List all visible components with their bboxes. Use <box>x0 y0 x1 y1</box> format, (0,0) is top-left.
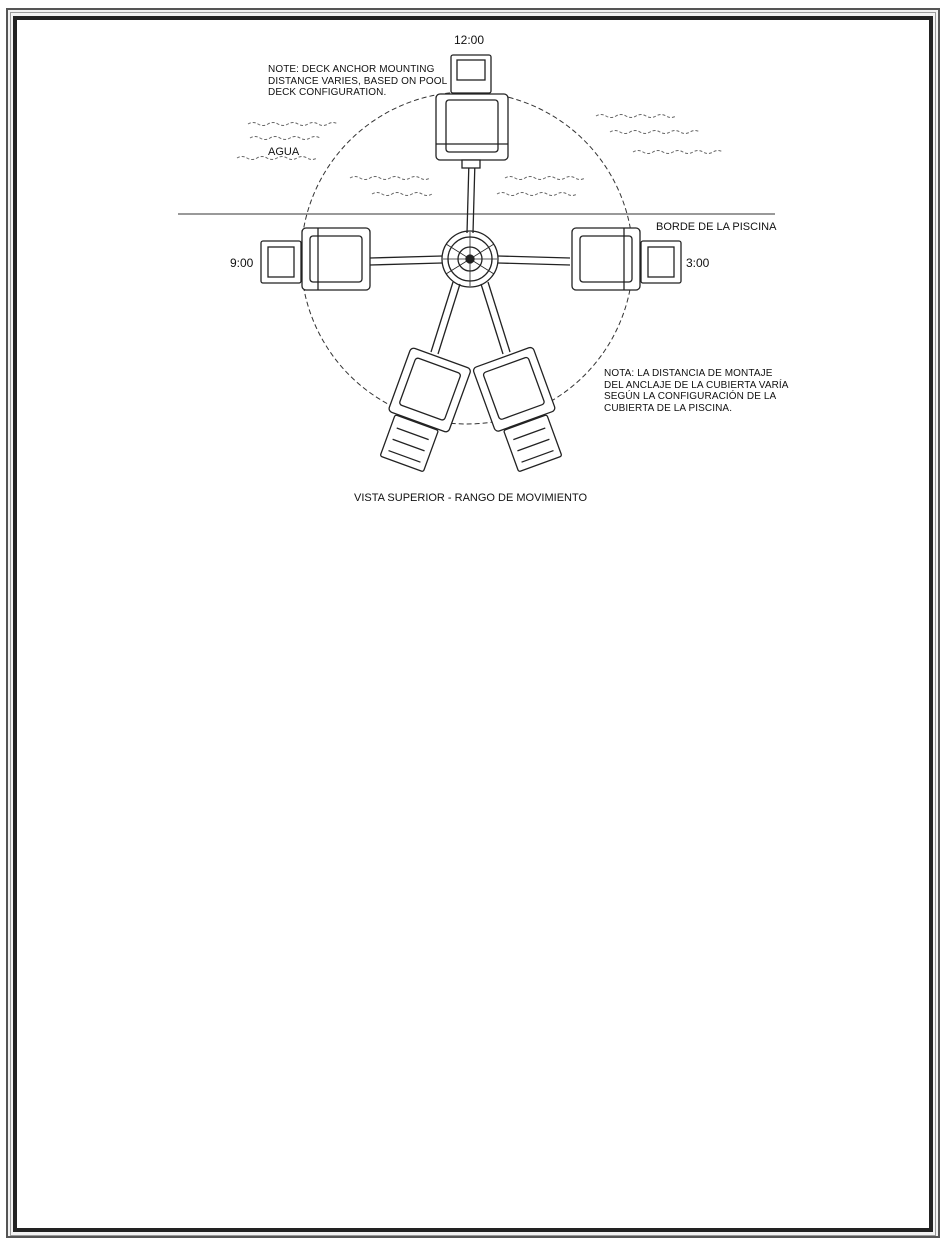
pool-edge-label: BORDE DE LA PISCINA <box>656 221 777 233</box>
diagram-caption: VISTA SUPERIOR - RANGO DE MOVIMIENTO <box>354 492 588 504</box>
position-3-label: 3:00 <box>686 256 710 270</box>
chair-lower-left <box>373 347 472 475</box>
chair-9-00 <box>261 228 370 290</box>
position-12-label: 12:00 <box>454 33 485 47</box>
water-label: AGUA <box>268 146 300 158</box>
position-9-label: 9:00 <box>230 256 254 270</box>
center-hub <box>442 231 498 287</box>
note-spanish: NOTA: LA DISTANCIA DE MONTAJE DEL ANCLAJE DE LA CUBIERTA VARÍA SEGÚN LA CONFIGURACIÓN DE LA CUBIERTA DE LA PISCINA. <box>604 368 789 414</box>
chair-3-00 <box>572 228 681 290</box>
note-english: NOTE: DECK ANCHOR MOUNTING DISTANCE VARIES, BASED ON POOL DECK CONFIGURATION. <box>268 64 448 98</box>
chair-lower-right <box>472 346 571 474</box>
